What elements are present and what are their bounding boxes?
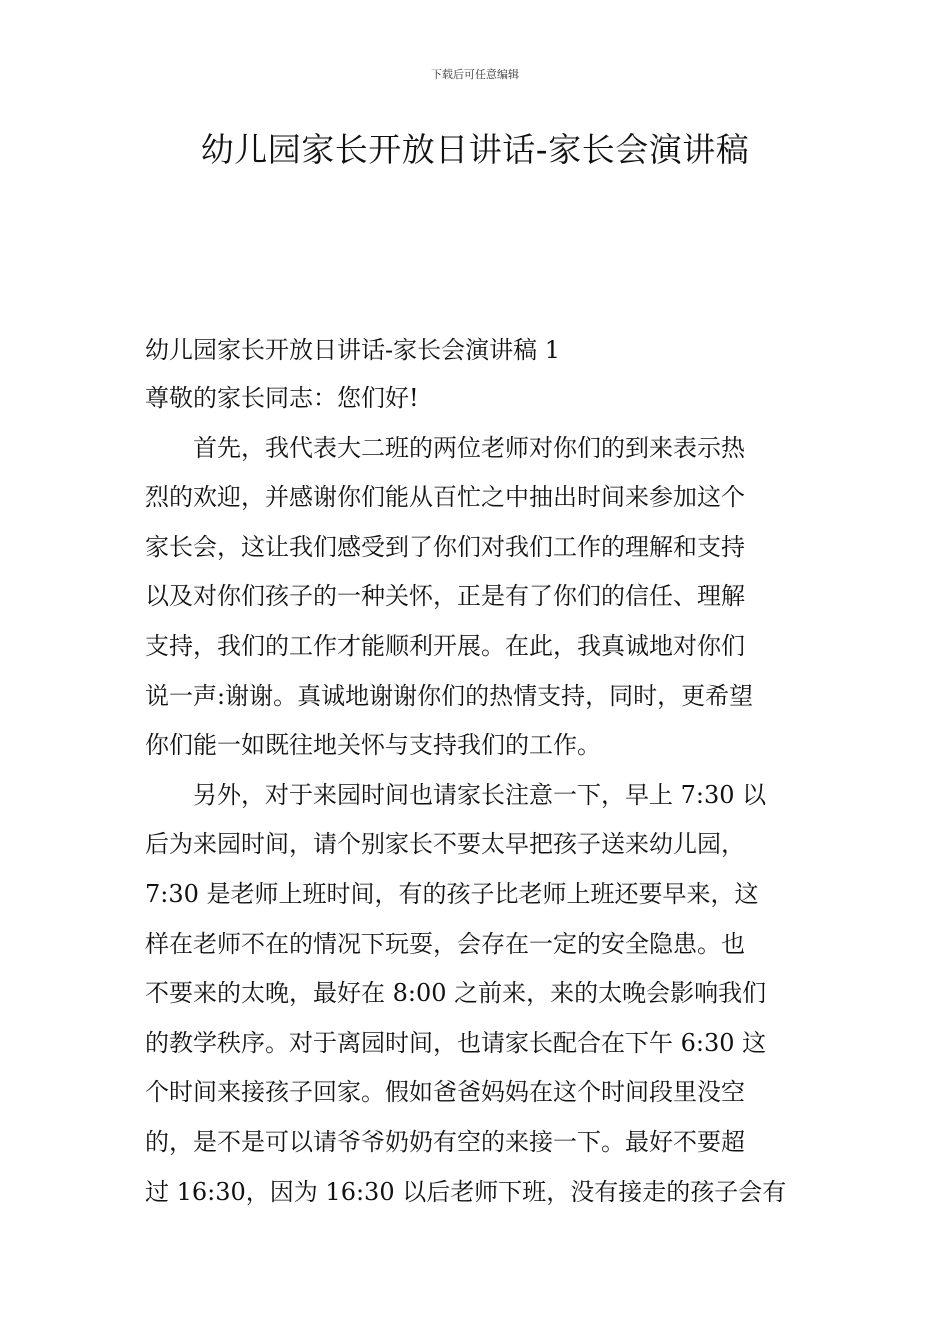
document-body	[145, 326, 813, 1217]
greeting-paragraph	[145, 374, 813, 424]
paragraph-line: 7:30 是老师上班时间，有的孩子比老师上班还要早来，这	[145, 879, 759, 908]
greeting-line: 尊敬的家长同志：您们好!	[145, 384, 419, 412]
paragraph-line: 说一声:谢谢。真诚地谢谢你们的热情支持，同时，更希望	[145, 681, 754, 710]
paragraph-line: 烈的欢迎，并感谢你们能从百忙之中抽出时间来参加这个	[145, 483, 745, 512]
section-heading: 幼儿园家长开放日讲话-家长会演讲稿 1	[145, 336, 561, 364]
paragraph-line: 以及对你们孩子的一种关怀，正是有了你们的信任、理解	[145, 582, 745, 611]
header-note: 下载后可任意编辑	[431, 68, 519, 81]
paragraph-line: 的，是不是可以请爷爷奶奶有空的来接一下。最好不要超	[145, 1127, 745, 1156]
paragraph-line: 不要来的太晚，最好在 8:00 之前来，来的太晚会影响我们	[145, 979, 767, 1008]
paragraph-line: 样在老师不在的情况下玩耍，会存在一定的安全隐患。也	[145, 929, 745, 958]
paragraph-line: 家长会，这让我们感受到了你们对我们工作的理解和支持	[145, 532, 745, 561]
paragraph-line: 另外，对于来园时间也请家长注意一下，早上 7:30 以	[193, 780, 767, 809]
paragraph-line: 你们能一如既往地关怀与支持我们的工作。	[145, 731, 601, 760]
paragraph-1	[145, 424, 813, 771]
paragraph-line: 首先，我代表大二班的两位老师对你们的到来表示热	[193, 433, 745, 462]
paragraph-2	[145, 771, 813, 1217]
paragraph-line: 个时间来接孩子回家。假如爸爸妈妈在这个时间段里没空	[145, 1078, 745, 1107]
document-title: 幼儿园家长开放日讲话-家长会演讲稿	[200, 130, 750, 169]
paragraph-line: 支持，我们的工作才能顺利开展。在此，我真诚地对你们	[145, 631, 745, 660]
paragraph-line: 过 16:30，因为 16:30 以后老师下班，没有接走的孩子会有	[145, 1177, 787, 1206]
paragraph-line: 的教学秩序。对于离园时间，也请家长配合在下午 6:30 这	[145, 1028, 767, 1057]
paragraph-line: 后为来园时间，请个别家长不要太早把孩子送来幼儿园，	[145, 830, 745, 859]
